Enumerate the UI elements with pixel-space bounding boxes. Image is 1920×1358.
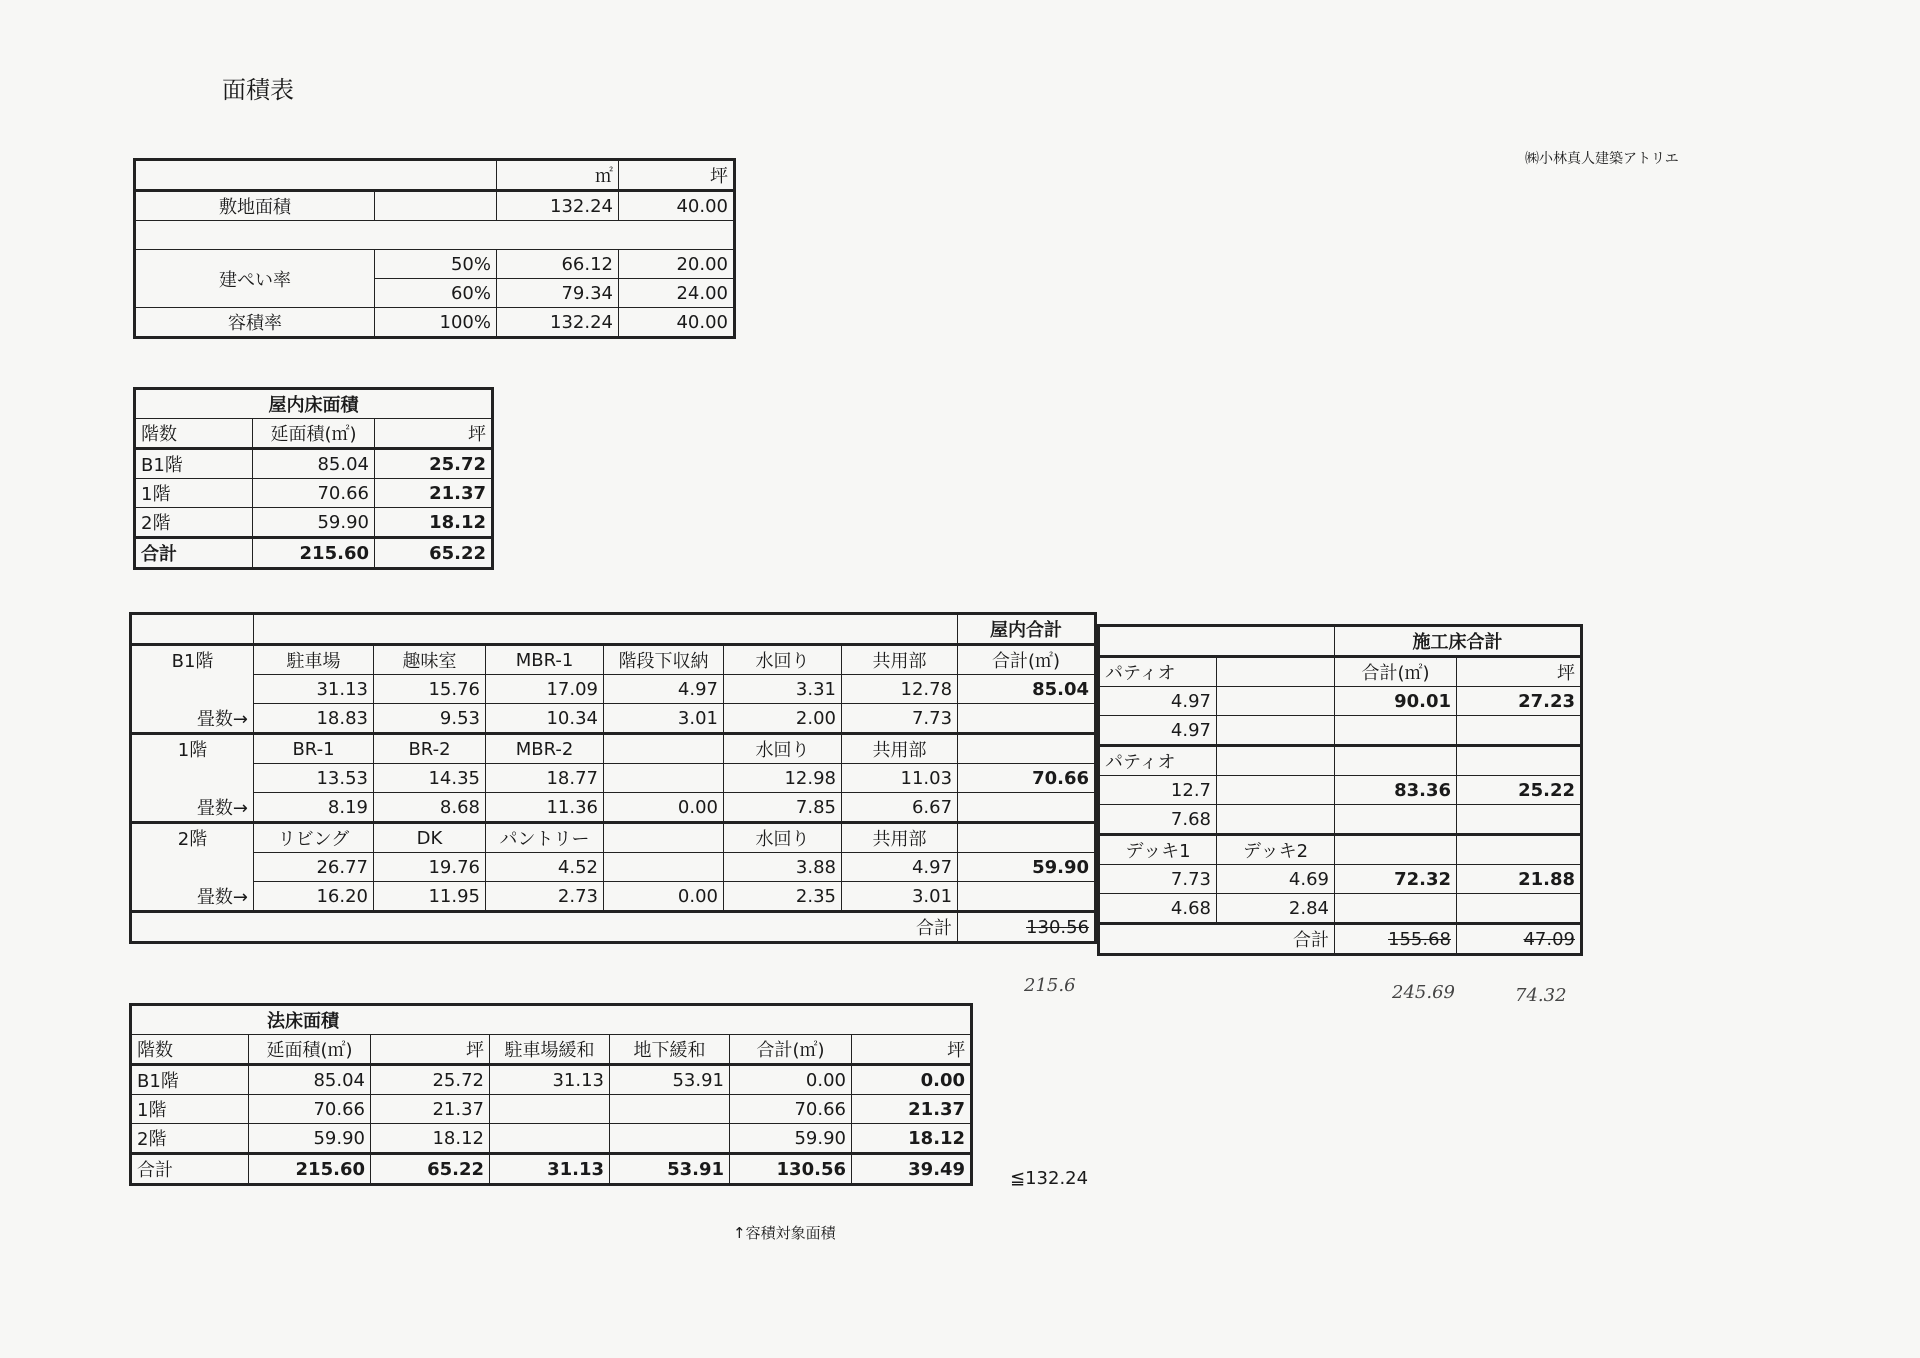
page-title: 面積表 — [222, 76, 294, 104]
outdoor-name: デッキ2 — [1217, 835, 1335, 865]
room-name: リビング — [254, 823, 374, 853]
column-header: 合計(㎡) — [730, 1035, 852, 1065]
far-tsubo: 40.00 — [619, 308, 735, 338]
unit-m2: ㎡ — [497, 160, 619, 191]
construction-subtotal: 72.32 — [1335, 865, 1457, 894]
room-name: 駐車場 — [254, 645, 374, 675]
coverage-pct: 50% — [375, 250, 497, 279]
construction-total-header: 施工床合計 — [1335, 626, 1582, 657]
column-header: 階数 — [131, 1035, 249, 1065]
site-area-label: 敷地面積 — [135, 191, 375, 221]
legal-area-table — [129, 1003, 973, 1186]
room-name: 水回り — [724, 823, 842, 853]
grand-total-label: 合計 — [131, 912, 958, 943]
outdoor-name: デッキ1 — [1099, 835, 1217, 865]
limit-note: ≦132.24 — [1010, 1168, 1089, 1189]
tatami-label: 畳数→ — [131, 704, 254, 734]
table-row: 2階 59.90 18.12 — [135, 508, 493, 538]
firm-name: ㈱小林真人建築アトリエ — [1525, 151, 1679, 167]
column-header: 坪 — [375, 419, 493, 449]
column-header: 坪 — [852, 1035, 972, 1065]
room-name: 共用部 — [842, 734, 958, 764]
indoor-total-header: 屋内合計 — [958, 614, 1096, 645]
far-target-note: ↑容積対象面積 — [733, 1224, 836, 1242]
coverage-m2: 79.34 — [497, 279, 619, 308]
indoor-subtotal: 59.90 — [958, 853, 1096, 882]
coverage-pct: 60% — [375, 279, 497, 308]
table-row: 2階 59.90 18.12 59.90 18.12 — [131, 1124, 972, 1154]
unit-tsubo: 坪 — [619, 160, 735, 191]
detail-construction-table: 施工床合計 パティオ 合計(㎡) 坪 4.97 90.01 27.23 4.97 パティオ 12.7 83.36 25.22 7.68 デッキ1 デッキ2 7.73 4.69 72.32 21.88 4.68 2.84 合計 155.68 47.09 — [1097, 624, 1583, 956]
indoor-subtotal: 70.66 — [958, 764, 1096, 793]
floor-name: B1階 — [131, 645, 254, 675]
column-header: 延面積(㎡) — [249, 1035, 371, 1065]
coverage-m2: 66.12 — [497, 250, 619, 279]
outdoor-name — [1217, 746, 1335, 776]
column-header: 坪 — [371, 1035, 490, 1065]
indoor-area-table — [133, 387, 494, 570]
site-area-tsubo: 40.00 — [619, 191, 735, 221]
tsubo-label: 坪 — [1457, 657, 1582, 687]
far-m2: 132.24 — [497, 308, 619, 338]
indoor-table-title: 屋内床面積 — [135, 389, 493, 419]
tatami-label: 畳数→ — [131, 793, 254, 823]
table-row: 1階 70.66 21.37 — [135, 479, 493, 508]
room-name: パントリー — [486, 823, 604, 853]
construction-grand-tsubo: 47.09 — [1457, 924, 1582, 955]
handwritten-construction-total: 245.69 — [1392, 982, 1455, 1003]
table-row: 合計 215.60 65.22 31.13 53.91 130.56 39.49 — [131, 1154, 972, 1185]
column-header: 延面積(㎡) — [253, 419, 375, 449]
coverage-tsubo: 24.00 — [619, 279, 735, 308]
detail-indoor-table: 屋内合計 B1階 駐車場 趣味室 MBR-1 階段下収納 水回り 共用部 合計(㎡) 31.13 15.76 17.09 4.97 3.31 12.78 85.04 畳数→ 18.83 9.53 10.34 3.01 2.00 7.73 1階 BR-1 BR-2 MBR-2 水回り 共用部 13.53 14.35 18.77 12.98 11.03 70.66 畳数→ 8.19 8.68 11.36 0.00 7.85 6.67 2階 リビング DK パントリー 水回り 共用部 26.77 19.76 4.52 3.88 4.97 59.90 畳数→ 16.20 11.95 2.73 0.00 2.35 3.01 合計 130.56 — [129, 612, 1097, 944]
room-name: 階段下収納 — [604, 645, 724, 675]
room-name: 水回り — [724, 645, 842, 675]
room-name: MBR-1 — [486, 645, 604, 675]
subtotal-label: 合計(㎡) — [1335, 657, 1457, 687]
column-header: 駐車場緩和 — [490, 1035, 610, 1065]
construction-tsubo: 25.22 — [1457, 776, 1582, 805]
table-row: 1階 70.66 21.37 70.66 21.37 — [131, 1095, 972, 1124]
room-name: DK — [374, 823, 486, 853]
column-header: 地下緩和 — [610, 1035, 730, 1065]
construction-tsubo: 27.23 — [1457, 687, 1582, 716]
coverage-tsubo: 20.00 — [619, 250, 735, 279]
floor-name: 1階 — [131, 734, 254, 764]
site-area-m2: 132.24 — [497, 191, 619, 221]
room-name — [604, 734, 724, 764]
grand-total-label: 合計 — [1099, 924, 1335, 955]
room-name: 趣味室 — [374, 645, 486, 675]
outdoor-name — [1217, 657, 1335, 687]
floor-name: 2階 — [131, 823, 254, 853]
outdoor-name: パティオ — [1099, 746, 1217, 776]
indoor-subtotal: 85.04 — [958, 675, 1096, 704]
construction-tsubo: 21.88 — [1457, 865, 1582, 894]
construction-subtotal: 90.01 — [1335, 687, 1457, 716]
table-row: B1階 85.04 25.72 31.13 53.91 0.00 0.00 — [131, 1065, 972, 1095]
room-name: BR-1 — [254, 734, 374, 764]
room-name: BR-2 — [374, 734, 486, 764]
site-area-table — [133, 158, 736, 339]
handwritten-indoor-total: 215.6 — [1024, 975, 1076, 996]
room-name: MBR-2 — [486, 734, 604, 764]
room-name: 共用部 — [842, 823, 958, 853]
handwritten-tsubo-total: 74.32 — [1515, 985, 1567, 1006]
column-header: 階数 — [135, 419, 253, 449]
table-row: 合計 215.60 65.22 — [135, 538, 493, 569]
room-name — [604, 823, 724, 853]
far-pct: 100% — [375, 308, 497, 338]
room-name: 水回り — [724, 734, 842, 764]
subtotal-label: 合計(㎡) — [958, 645, 1096, 675]
indoor-grand-total: 130.56 — [958, 912, 1096, 943]
far-label: 容積率 — [135, 308, 375, 338]
tatami-label: 畳数→ — [131, 882, 254, 912]
outdoor-name: パティオ — [1099, 657, 1217, 687]
legal-table-title: 法床面積 — [131, 1005, 972, 1035]
construction-subtotal: 83.36 — [1335, 776, 1457, 805]
coverage-label: 建ぺい率 — [135, 250, 375, 308]
construction-grand-total: 155.68 — [1335, 924, 1457, 955]
room-name: 共用部 — [842, 645, 958, 675]
table-row: B1階 85.04 25.72 — [135, 449, 493, 479]
